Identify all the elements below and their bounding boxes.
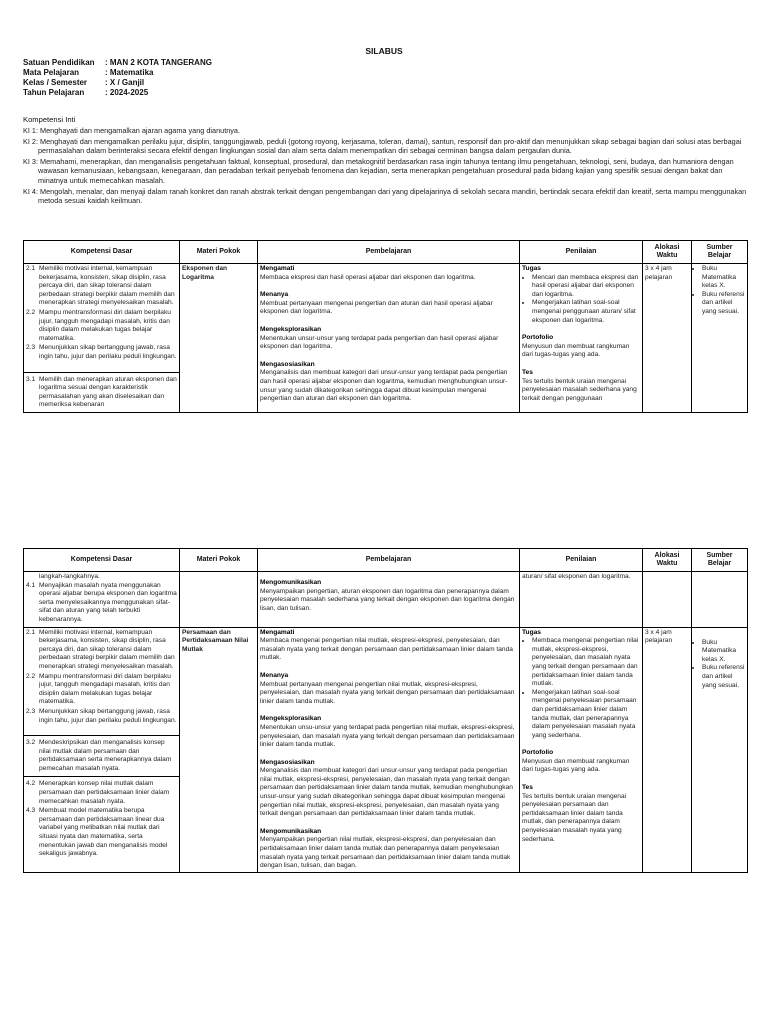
tes-heading: Tes [522, 368, 533, 376]
header-kompetensi-dasar: Kompetensi Dasar [24, 241, 180, 264]
kd-number: 3.2 [26, 739, 36, 747]
divider [24, 372, 179, 373]
activity-heading: Mengomunikasikan [260, 827, 322, 835]
header-pembelajaran: Pembelajaran [258, 549, 520, 572]
activity-text: Membuat pertanyaan mengenai pengertian dan aturan dari hasil operasi aljabar eksponen dan logaritma. [260, 299, 493, 316]
identity-label: Satuan Pendidikan [23, 58, 95, 67]
kd-text: Membuat model matematika berupa persamaan dan pertidaksamaan linear dua variabel yang melibatkan nilai mutlak dari situasi nyata dan matematika, serta menentukan jawab dan menganalisis model sekaligus jawabnya. [39, 807, 168, 858]
activity-block [260, 759, 517, 819]
header-materi-pokok: Materi Pokok [180, 241, 258, 264]
kd-number: 2.2 [26, 308, 36, 316]
header-alokasi-waktu: Alokasi Waktu [643, 241, 692, 264]
kd-text: Memiliki motivasi internal, kemampuan bekerjasama, konsisten, sikap disiplin, rasa percaya diri, dan sikap toleransi dalam perbedaan strategi berpikir dalam memilih dan menerapkan strategi menyelesaikan masalah. [39, 265, 175, 307]
activity-text: Membaca mengenai pengertian nilai mutlak, ekspresi-ekspresi, penyelesaian, dan masalah nyata yang terkait dengan persamaan dan pertidaksamaan linier dalam tanda mutlak. [260, 637, 513, 662]
activity-block [260, 361, 517, 404]
identity-label: Kelas / Semester [23, 78, 88, 87]
table-row [24, 572, 748, 628]
kd-number: 4.3 [26, 807, 36, 815]
list-item: • Buku Matematika kelas X. [702, 265, 745, 291]
penilaian-cell [520, 627, 643, 872]
activity-text: Menyampaikan pengertian nilai mutlak, ekspresi-ekspresi, dan penyelesaian dan pertidaksamaan linier dalam tanda mutlak dan penerapannya dalam penyelesaian masalah nyata yang terkait persamaan dan pertidaksamaan linier dalam tanda mutlak dengan lisan, tulisan, dan bagan. [260, 836, 511, 870]
divider [24, 735, 179, 736]
activity-text: Menganalisis dan membuat kategori dari unsur-unsur yang terdapat pada pengertian nilai mutlak, ekspresi-ekspresi, penyelesaian, dan masalah nyata yang terkait dengan persamaan dan pertidaksamaan linier dalam tanda mutlak, kemudian menghubungkan unsur-unsur yang sudah dikategorikan sehingga dapat dibuat kesimpulan mengenai pengertian nilai mutlak, ekspresi-ekspresi, penyelesaian, dan masalah nyata yang terkait dengan persamaan dan pertidaksamaan linier dalam tanda mutlak. [260, 767, 513, 818]
header-pembelajaran: Pembelajaran [258, 241, 520, 264]
activity-heading: Mengomunikasikan [260, 579, 322, 586]
penilaian-cell: aturan/ sifat eksponen dan logaritma. [520, 572, 643, 628]
kd-number: 4.1 [26, 581, 36, 589]
portofolio-text: Menyusun dan membuat rangkuman dari tugas-tugas yang ada. [522, 342, 630, 359]
portofolio-heading: Portofolio [522, 749, 554, 757]
activity-block [260, 828, 517, 871]
activity-heading: Menanya [260, 291, 289, 299]
identity-row [23, 58, 212, 68]
activity-block [260, 672, 517, 706]
kd-text: Memilih dan menerapkan aturan eksponen dan logaritma sesuai dengan karakteristik permasalahan yang akan diselesaikan dan memeriksa kebenaran [39, 375, 177, 409]
header-alokasi-waktu: Alokasi Waktu [643, 549, 692, 572]
identity-value: : Matematika [105, 68, 154, 77]
identity-row [23, 78, 212, 88]
sumber-belajar-cell [692, 264, 748, 413]
kd-number: 2.1 [26, 265, 36, 272]
activity-text: Menyampaikan pengertian, aturan eksponen dan logaritma dan penerapannya dalam penyelesaian masalah sederhana yang terkait dengan eksponen dan logaritma dengan lisan, dan tulisan. [260, 587, 515, 612]
kd-text: Menyajikan masalah nyata menggunakan operasi aljabar berupa eksponen dan logaritma serta menyelesaikannya menggunakan sifat- sifat dan aturan yang telah terbukti kebenarannya. [39, 581, 177, 623]
identity-row [23, 88, 212, 98]
activity-block [260, 715, 517, 749]
pembelajaran-cell [258, 572, 520, 628]
header-penilaian: Penilaian [520, 241, 643, 264]
activity-block [260, 265, 517, 282]
kd-text: Menunjukkan sikap bertanggung jawab, rasa ingin tahu, jujur dan perilaku peduli lingkungan. [39, 707, 177, 724]
list-item: • Mencari dan membaca ekspresi dan hasil operasi aljabar dari eksponen dan logaritma. [532, 274, 640, 300]
materi-pokok-cell: Eksponen dan Logaritma [180, 264, 258, 413]
penilaian-cell [520, 264, 643, 413]
list-item: • Buku Matematika kelas X. [702, 639, 745, 665]
ki-heading: Kompetensi Inti [23, 115, 76, 124]
list-item: • Mengerjakan latihan soal-soal mengenai penyelesaian persamaan dan pertidaksamaan linier dalam tanda mutlak, dan penerapannya dalam penyelesaian masalah nyata yang sederhana. [532, 689, 640, 741]
kd-item [26, 629, 177, 672]
activity-text: Membuat pertanyaan mengenai pengertian nilai mutlak, ekspresi-ekspresi, penyelesaian, dan masalah nyata yang terkait dengan persamaan dan pertidaksamaan linier dalam tanda mutlak. [260, 680, 515, 705]
pembelajaran-cell [258, 264, 520, 413]
kd-text: Menerapkan konsep nilai mutlak dalam persamaan dan pertidaksamaan linier dalam memecahkan masalah nyata. [39, 780, 170, 805]
identity-value: : 2024-2025 [105, 88, 149, 97]
kd-item [26, 739, 177, 773]
kd-item [26, 376, 177, 410]
table-header-row [24, 549, 748, 572]
pembelajaran-cell [258, 627, 520, 872]
activity-block [260, 291, 517, 317]
kd-item [26, 673, 177, 707]
sumber-belajar-cell [692, 572, 748, 628]
kd-item [26, 344, 177, 361]
kd-item [26, 582, 177, 625]
ki-item: KI 2: Menghayati dan mengamalkan perilaku jujur, disiplin, tanggungjawab, peduli (gotong royong, kerjasama, toleran, damai), santun, responsif dan pro-aktif dan menunjukkan sikap sebagai bagian dari solusi atas berbagai permasalahan dalam berinteraksi secara efektif dengan lingkungan sosial dan alam serta dalam menempatkan diri sebagai cerminan bangsa dalam pergaulan dunia. [23, 136, 742, 156]
activity-heading: Mengamati [260, 265, 295, 272]
activity-heading: Mengamati [260, 628, 295, 636]
kd-number: 2.3 [26, 707, 36, 715]
kd-text: Mampu mentransformasi diri dalam berpilaku jujur, tangguh mengadapi masalah, kritis dan disiplin dalam melakukan tugas belajar matematika. [39, 308, 171, 342]
identity-label: Mata Pelajaran [23, 68, 80, 77]
ki-item: KI 4: Mengolah, menalar, dan menyaji dalam ranah konkret dan ranah abstrak terkait dengan pengembangan dari yang dipelajarinya di sekolah secara mandiri, bertindak secara efektif dan kreatif, serta mampu menggunakan metoda sesuai kaidah keilmuan. [23, 186, 747, 206]
activity-heading: Mengeksplorasikan [260, 715, 322, 723]
kd-item [26, 780, 177, 806]
kd-text: Mampu mentransformasi diri dalam berpilaku jujur, tangguh mengadapi masalah, kritis dan disiplin dalam melakukan tugas belajar matematika. [39, 672, 171, 706]
document-title: SILABUS [365, 46, 403, 56]
activity-text: Menganalisis dan membuat kategori dari unsur-unsur yang terdapat pada pengertian dan hasil operasi aljabar eksponen dan logaritma, kemudian menghubungkan unsur-unsur yang sudah dikategorikan sehingga dapat dibuat kesimpulan mengenai pengertian dan aturan dari eksponen dan logaritma. [260, 369, 508, 403]
sumber-list [694, 265, 745, 317]
header-sumber-belajar: Sumber Belajar [692, 549, 748, 572]
sumber-belajar-cell [692, 627, 748, 872]
list-item: • Membaca mengenai pengertian nilai mutlak, ekspresi-ekspresi, penyelesaian, dan masalah nyata yang terkait dengan persamaan dan pertidaksamaan linier dalam tanda mutlak. [532, 637, 640, 689]
activity-block [260, 326, 517, 352]
kd-number: 2.3 [26, 344, 36, 352]
portofolio-text: Menyusun dan membuat rangkuman dari tugas-tugas yang ada. [522, 757, 630, 774]
identity-block [23, 58, 212, 98]
kd-text: Memiliki motivasi internal, kemampuan bekerjasama, konsisten, sikap disiplin, rasa percaya diri, dan sikap toleransi dalam perbedaan strategi berpikir dalam memilih dan menerapkan strategi menyelesaikan masalah. [39, 628, 175, 670]
kd-cell [24, 627, 180, 872]
activity-text: Membaca ekspresi dan hasil operasi aljabar dari eksponen dan logaritma. [260, 273, 476, 281]
activity-block [260, 629, 517, 663]
header-kompetensi-dasar: Kompetensi Dasar [24, 549, 180, 572]
ki-list [23, 126, 747, 207]
table-row [24, 264, 748, 413]
divider [24, 776, 179, 777]
tugas-list [522, 637, 640, 740]
identity-value: : X / Ganjil [105, 78, 145, 87]
kd-text: Menunjukkan sikap bertanggung jawab, rasa ingin tahu, jujur dan perilaku peduli lingkungan. [39, 344, 177, 360]
activity-heading: Menanya [260, 671, 289, 679]
kd-item [26, 265, 177, 308]
kd-item [26, 708, 177, 725]
kd-item [26, 309, 177, 343]
header-sumber-belajar: Sumber Belajar [692, 241, 748, 264]
kd-text: Mendeskripsikan dan menganalisis konsep nilai mutlak dalam persamaan dan pertidaksamaan serta menerapkannya dalam pemecahan masalah nyata. [39, 739, 172, 772]
ki-item: KI 1: Menghayati dan mengamalkan ajaran agama yang dianutnya. [23, 126, 241, 135]
syllabus-table-1 [23, 240, 748, 413]
materi-pokok-cell [180, 572, 258, 628]
list-item: • Buku referensi dan artikel yang sesuai. [702, 291, 745, 317]
list-item: • Buku referensi dan artikel yang sesuai. [702, 664, 745, 690]
identity-row [23, 68, 212, 78]
kd-number: 2.2 [26, 672, 36, 680]
kd-number: 4.2 [26, 780, 36, 788]
activity-heading: Mengasosiasikan [260, 360, 315, 368]
kd-cell [24, 264, 180, 413]
tugas-heading: Tugas [522, 265, 541, 272]
table-row [24, 627, 748, 872]
identity-value: : MAN 2 KOTA TANGERANG [105, 58, 212, 67]
tes-heading: Tes [522, 784, 533, 792]
table-header-row [24, 241, 748, 264]
activity-text: Menentukan unsur-unsur yang terdapat pada pengertian dan hasil operasi aljabar eksponen dan logaritma. [260, 334, 499, 351]
sumber-list [694, 639, 745, 691]
tes-text: Tes tertulis bentuk uraian mengenai penyelesaian persamaan dan pertidaksamaan linier dalam tanda mutlak, dan penerapannya dalam penyelesaian masalah nyata yang sederhana. [522, 792, 627, 843]
portofolio-heading: Portofolio [522, 334, 554, 342]
kd-number: 2.1 [26, 628, 36, 636]
list-item: • Mengerjakan latihan soal-soal mengenai penggunaan aturan/ sifat eksponen dan logaritma. [532, 299, 640, 325]
kd-item [26, 807, 177, 859]
identity-label: Tahun Pelajaran [23, 88, 85, 97]
header-materi-pokok: Materi Pokok [180, 549, 258, 572]
alokasi-waktu-cell: 3 x 4 jam pelajaran [643, 627, 692, 872]
activity-heading: Mengeksplorasikan [260, 325, 322, 333]
header-penilaian: Penilaian [520, 549, 643, 572]
kd-continuation: langkah-langkahnya. [39, 573, 100, 580]
materi-pokok-cell: Persamaan dan Pertidaksamaan Nilai Mutlak [180, 627, 258, 872]
kd-number: 3.1 [26, 375, 36, 383]
tes-text: Tes tertulis bentuk uraian mengenai penyelesaian masalah sederhana yang terkait dengan penggunaan [522, 377, 637, 402]
tugas-list [522, 274, 640, 326]
activity-text: Menentukan unsu-unsur yang terdapat pada pengertian nilai mutlak, ekspresi-ekspresi, penyelesaian, dan masalah nyata yang terkait dengan persamaan dan pertidaksamaan linier dalam tanda mutlak. [260, 723, 515, 749]
syllabus-table-2 [23, 548, 748, 873]
kd-cell [24, 572, 180, 628]
alokasi-waktu-cell [643, 572, 692, 628]
tugas-heading: Tugas [522, 628, 541, 636]
ki-item: KI 3: Memahami, menerapkan, dan menganalisis pengetahuan faktual, konseptual, prosedural, dan metakognitif berdasarkan rasa ingin tahunya tentang ilmu pengetahuan, teknologi, seni, budaya, dan humaniora dengan wawasan kemanusiaan, kebangsaan, kenegaraan, dan peradaban terkait penyebab fenomena dan kejadian, serta menerapkan pengetahuan prosedural pada bidang kajian yang spesifik sesuai dengan bakat dan minatnya untuk memecahkan masalah. [23, 156, 734, 185]
alokasi-waktu-cell: 3 x 4 jam pelajaran [643, 264, 692, 413]
activity-heading: Mengasosiasikan [260, 758, 315, 766]
